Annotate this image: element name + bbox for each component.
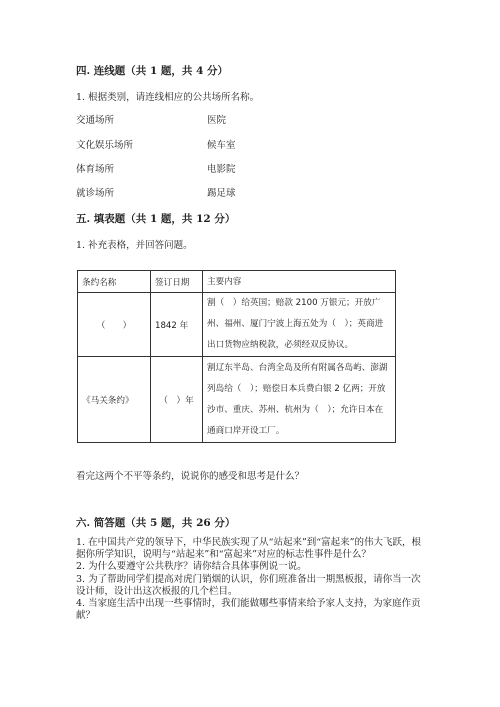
section-6-heading: 六. 简答题（共 5 题，共 26 分） — [76, 517, 236, 529]
match-left-item: 文化娱乐场所 — [76, 140, 134, 151]
table-row — [78, 357, 396, 443]
section-4-heading: 四. 连线题（共 1 题，共 4 分） — [76, 65, 229, 77]
short-answer-list — [76, 537, 424, 622]
match-left-item: 体育场所 — [76, 164, 115, 175]
match-left-item: 就诊场所 — [76, 188, 115, 199]
short-answer-question: 4. 当家庭生活中出现一些事情时，我们能做哪些事情来给予家人支持，为家庭作贡献？ — [76, 598, 421, 622]
table-header-cell: 条约名称 — [78, 271, 151, 293]
table-header-cell: 签订日期 — [151, 271, 203, 293]
match-right-item: 医院 — [207, 115, 227, 126]
section-5-question: 看完这两个不平等条约，说说你的感受和思考是什么？ — [76, 471, 305, 482]
treaty-content-cell: 割辽东半岛、台湾全岛及所有附属各岛屿、澎湖列岛给（ ）；赔偿日本兵费白银 2 亿两；开放沙市、重庆、苏州、杭州为（ ）；允许日本在通商口岸开设工厂。 — [203, 357, 396, 443]
short-answer-question: 1. 在中国共产党的领导下，中华民族实现了从“站起来”到“富起来”的伟大飞跃，根据你所学知识，说明与“站起来”和“富起来”对应的标志性事件是什么？ — [76, 537, 422, 561]
table-header-cell: 主要内容 — [203, 271, 396, 293]
short-answer-question: 2. 为什么要遵守公共秩序？请你结合具体事例说一说。 — [76, 561, 307, 573]
match-right-item: 踢足球 — [207, 188, 236, 199]
short-answer-question: 3. 为了帮助同学们提高对虎门销烟的认识，你们班准备出一期黑板报，请你当一次设计师，设计出这次板报的几个栏目。 — [76, 573, 421, 597]
treaty-date-cell: （ ）年 — [151, 357, 203, 443]
treaty-name-cell: （ ） — [78, 293, 151, 357]
match-right-item: 候车室 — [207, 140, 236, 151]
treaty-content-cell: 割（ ）给英国；赔款 2100 万银元；开放广州、福州、厦门宁波上海五处为（ ）；英商进出口货物应纳税款，必须经双反协议。 — [203, 293, 396, 357]
section-5-heading: 五. 填表题（共 1 题，共 12 分） — [76, 213, 236, 225]
table-header-row — [78, 271, 396, 293]
section-5-instruction: 1. 补充表格，并回答问题。 — [76, 240, 193, 251]
section-4-instruction: 1. 根据类别，请连线相应的公共场所名称。 — [76, 92, 260, 103]
treaty-date-cell: 1842 年 — [151, 293, 203, 357]
match-left-item: 交通场所 — [76, 115, 115, 126]
treaty-name-cell: 《马关条约》 — [78, 357, 151, 443]
match-right-item: 电影院 — [207, 164, 236, 175]
treaty-table — [77, 270, 396, 443]
table-row — [78, 293, 396, 357]
